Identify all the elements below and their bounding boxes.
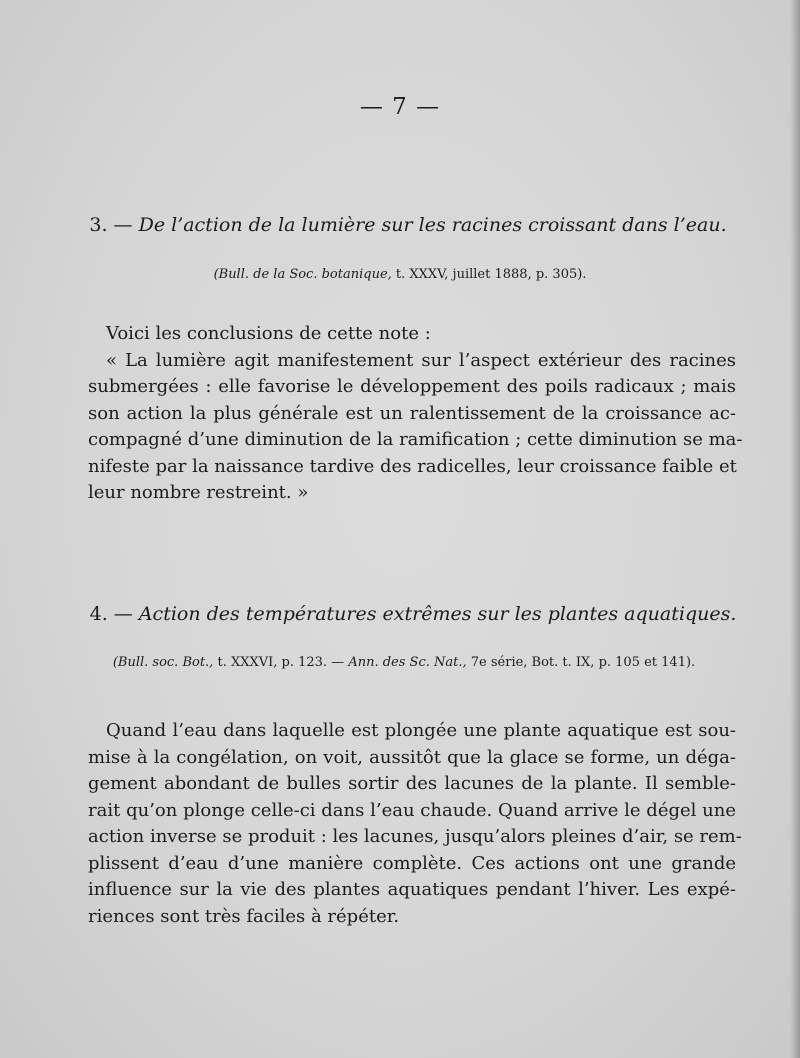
section-4-title: Action des températures extrêmes sur les plantes aquatiques. <box>138 603 737 625</box>
paragraph-line: son action la plus générale est un ralentissement de la croissance ac- <box>88 402 736 424</box>
paragraph-line: Quand l’eau dans laquelle est plongée une plante aquatique est sou- <box>106 720 736 741</box>
section-3-title: De l’action de la lumière sur les racines croissant dans l’eau. <box>138 214 727 236</box>
section-3-reference <box>0 267 800 282</box>
section-4-ref-details: 7e série, Bot. t. IX, p. 105 et 141). <box>470 655 696 670</box>
section-3-number: 3. — <box>89 214 133 236</box>
section-4-paragraph <box>88 718 742 930</box>
section-4-heading <box>13 603 800 625</box>
paragraph-line: gement abondant de bulles sortir des lacunes de la plante. Il semble- <box>88 773 736 794</box>
paragraph-line: nifeste par la naissance tardive des radicelles, leur croissance faible et <box>88 455 737 477</box>
page-edge-shadow <box>790 0 800 1058</box>
section-4-ref-source: (Bull. soc. Bot., <box>112 655 214 670</box>
paragraph-line: submergées : elle favorise le développement des poils radicaux ; mais <box>88 376 736 397</box>
paragraph-line: Voici les conclusions de cette note : <box>106 323 431 344</box>
section-3-heading <box>8 214 800 236</box>
section-4-ref-journal: Ann. des Sc. Nat., <box>348 655 467 670</box>
paragraph-line: influence sur la vie des plantes aquatiques pendant l’hiver. Les expé- <box>88 879 736 900</box>
paragraph-line: mise à la congélation, on voit, aussitôt que la glace se forme, un déga- <box>88 746 736 768</box>
paragraph-line: plissent d’eau d’une manière complète. Ces actions ont une grande <box>88 852 736 874</box>
page-number: — 7 — <box>359 94 441 120</box>
paragraph-line: compagné d’une diminution de la ramification ; cette diminution se ma- <box>88 429 743 450</box>
section-4-ref-mid: t. XXXVI, p. 123. — <box>217 655 345 670</box>
paragraph-line: rait qu’on plonge celle-ci dans l’eau chaude. Quand arrive le dégel une <box>88 799 736 821</box>
paragraph-line: riences sont très faciles à répéter. <box>88 905 400 927</box>
section-3-ref-details: t. XXXV, juillet 1888, p. 305). <box>395 267 587 282</box>
paragraph-line: action inverse se produit : les lacunes, jusqu’alors pleines d’air, se rem- <box>88 826 742 847</box>
paragraph-line: « La lumière agit manifestement sur l’aspect extérieur des racines <box>106 349 736 371</box>
paragraph-line: leur nombre restreint. » <box>88 482 309 503</box>
section-4-number: 4. — <box>89 603 133 625</box>
section-4-reference <box>4 655 800 670</box>
section-3-paragraph <box>88 321 743 507</box>
section-3-ref-source: (Bull. de la Soc. botanique, <box>213 267 392 282</box>
